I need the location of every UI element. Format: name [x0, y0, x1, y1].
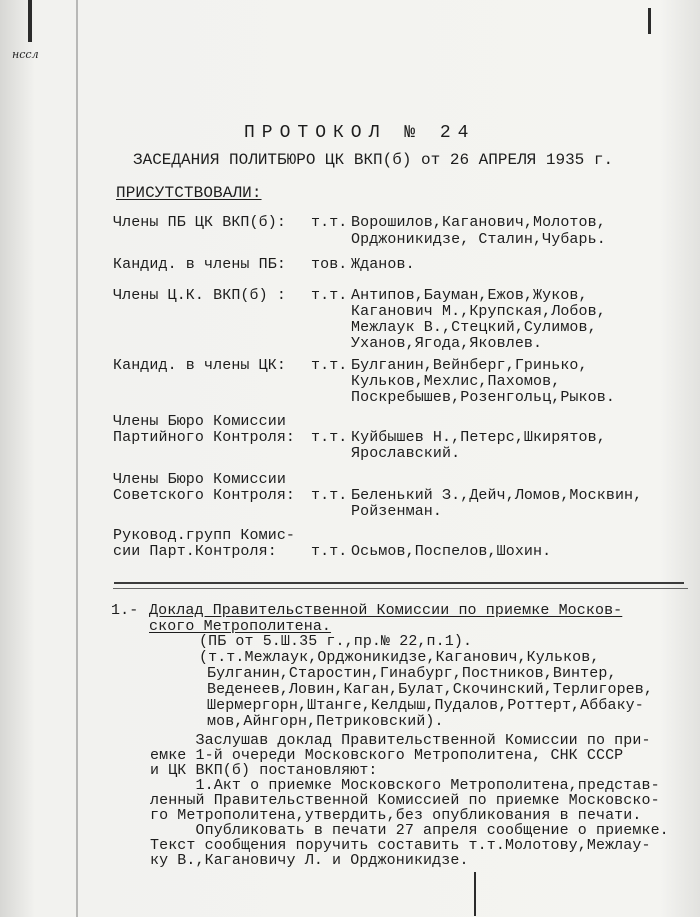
attendance-prefix-1: т.т. [311, 214, 348, 231]
decision-line-3: и ЦК ВКП(б) постановляют: [150, 762, 378, 779]
attendance-names-6b: Ройзенман. [351, 503, 443, 520]
attendance-label-1: Члены ПБ ЦК ВКП(б): [113, 214, 286, 231]
attendance-names-3c: Межлаук В.,Стецкий,Сулимов, [351, 319, 597, 336]
attendance-label-7a: Руковод.групп Комис- [113, 527, 296, 544]
attendance-label-5b: Партийного Контроля: [113, 429, 296, 446]
attendance-names-4c: Поскребышев,Розенгольц,Рыков. [351, 389, 615, 406]
item-people-line-3: Веденеев,Ловин,Каган,Булат,Скочинский,Терлигорев, [207, 681, 653, 698]
left-margin-line [76, 0, 78, 917]
section-divider-secondary [113, 588, 688, 589]
section-divider [114, 582, 684, 584]
attendance-names-6a: Беленький З.,Дейч,Ломов,Москвин, [351, 487, 643, 504]
attendance-prefix-3: т.т. [311, 287, 348, 304]
decision-line-5: ленный Правительственной Комиссией по приемке Московско- [150, 792, 660, 809]
item-people-line-2: Булганин,Старостин,Гинабург,Постников,Винтер, [207, 665, 617, 682]
decision-line-2: емке 1-й очереди Московского Метрополитена, СНК СССР [150, 747, 624, 764]
attendance-label-6a: Члены Бюро Комиссии [113, 471, 286, 488]
decision-line-8: Текст сообщения поручить составить т.т.Молотову,Межлау- [150, 837, 651, 854]
handwritten-margin-note: нссл [12, 48, 39, 61]
attendance-names-5a: Куйбышев Н.,Петерс,Шкирятов, [351, 429, 606, 446]
attendance-prefix-2: тов. [311, 256, 348, 273]
attendance-prefix-6: т.т. [311, 487, 348, 504]
item-title-line-1: Доклад Правительственной Комиссии по приемке Москов- [149, 602, 623, 619]
decision-line-4: 1.Акт о приемке Московского Метрополитена,представ- [150, 777, 660, 794]
attendance-prefix-4: т.т. [311, 357, 348, 374]
attendance-names-3b: Каганович М.,Крупская,Лобов, [351, 303, 606, 320]
attendance-label-5a: Члены Бюро Комиссии [113, 413, 286, 430]
right-mark [648, 8, 651, 34]
attendance-prefix-7: т.т. [311, 543, 348, 560]
attendance-names-4b: Кульков,Мехлис,Пахомов, [351, 373, 561, 390]
item-people-line-4: Шермергорн,Штанге,Келдыш,Пудалов,Роттерт,Аббаку- [207, 697, 644, 714]
decision-line-9: ку В.,Кагановичу Л. и Орджоникидзе. [150, 852, 469, 869]
attendance-label-6b: Советского Контроля: [113, 487, 296, 504]
attendance-names-4a: Булганин,Вейнберг,Гринько, [351, 357, 588, 374]
item-number: 1.- [111, 602, 139, 619]
attendance-names-2: Жданов. [351, 256, 415, 273]
document-subtitle: ЗАСЕДАНИЯ ПОЛИТБЮРО ЦК ВКП(б) от 26 АПРЕЛЯ 1935 г. [133, 151, 614, 169]
document-title: ПРОТОКОЛ № 24 [244, 123, 476, 143]
present-label: ПРИСУТСТВОВАЛИ: [116, 184, 262, 202]
attendance-names-1b: Орджоникидзе, Сталин,Чубарь. [351, 231, 606, 248]
attendance-label-7b: сии Парт.Контроля: [113, 543, 277, 560]
item-reference: (ПБ от 5.Ш.35 г.,пр.№ 22,п.1). [199, 633, 473, 650]
attendance-names-3d: Уханов,Ягода,Яковлев. [351, 335, 543, 352]
decision-line-7: Опубликовать в печати 27 апреля сообщение о приемке. [150, 822, 669, 839]
attendance-label-2: Кандид. в члены ПБ: [113, 256, 286, 273]
attendance-label-3: Члены Ц.К. ВКП(б) : [113, 287, 286, 304]
attendance-prefix-5: т.т. [311, 429, 348, 446]
attendance-names-1a: Ворошилов,Каганович,Молотов, [351, 214, 606, 231]
attendance-names-7: Осьмов,Поспелов,Шохин. [351, 543, 552, 560]
item-people-line-1: (т.т.Межлаук,Орджоникидзе,Каганович,Кульков, [199, 649, 600, 666]
attendance-names-3a: Антипов,Бауман,Ежов,Жуков, [351, 287, 588, 304]
item-people-line-5: мов,Айнгорн,Петриковский). [207, 713, 444, 730]
attendance-label-4: Кандид. в члены ЦК: [113, 357, 286, 374]
item-title-line-2: ского Метрополитена. [149, 618, 332, 635]
margin-mark [28, 0, 32, 42]
attendance-names-5b: Ярославский. [351, 445, 461, 462]
decision-line-1: Заслушав доклад Правительственной Комиссии по при- [150, 732, 651, 749]
decision-line-6: го Метрополитена,утвердить,без опубликования в печати. [150, 807, 642, 824]
bottom-mark [474, 872, 476, 916]
